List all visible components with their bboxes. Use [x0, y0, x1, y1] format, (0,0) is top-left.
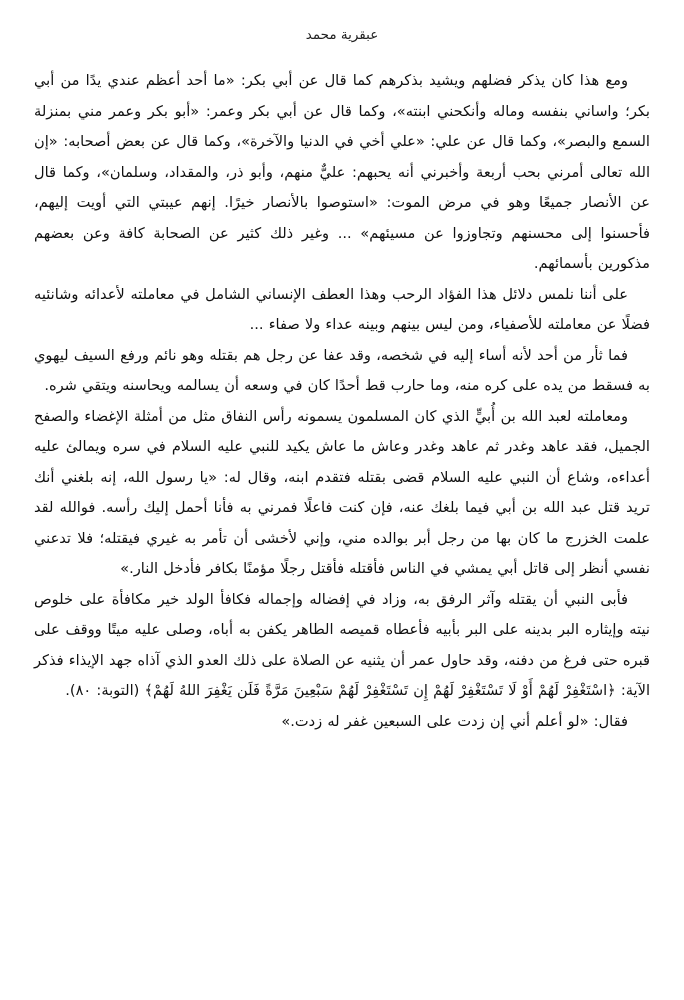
paragraph-companions-praise: ومع هذا كان يذكر فضلهم ويشيد بذكرهم كما قال عن أبي بكر: «ما أحد أعظم عندي يدًا من أبي بكر؛ واساني بنفسه وماله وأنكحني ابنته»، وكما قال عن أبي بكر وعمر: «أبو بكر وعمر مني بمنزلة السمع والبصر»، وكما قال عن علي: «علي أخي في الدنيا والآخرة»، وكما قال عن بعض أصحابه: «إن الله تعالى أمرني بحب أربعة وأخبرني أنه يحبهم: عليٌّ منهم، وأبو ذر، والمقداد، وسلمان»، وكما قال عن الأنصار جميعًا وهو في مرض الموت: «استوصوا بالأنصار خيرًا. إنهم عيبتي التي أويت إليهم، فأحسنوا إلى محسنهم وتجاوزوا عن مسيئهم» ... وغير ذلك كثير عن الصحابة كافة وعن بعضهم مذكورين بأسمائهم. [34, 72, 650, 272]
paragraph-prophet-said: فقال: «لو أعلم أني إن زدت على السبعين غفر له زدت.» [281, 712, 628, 730]
paragraph-prophet-refused: فأبى النبي أن يقتله وآثر الرفق به، وزاد في إفضاله وإجماله فكافأ الولد خير مكافأة على خلوص نيته وإيثاره البر بدينه على البر بأبيه فأعطاه قميصه الطاهر يكفن به أباه، وصلى عليه ميتًا ووقف على قبره حتى فرغ من دفنه، وقد حاول عمر أن يثنيه عن الصلاة على ذلك العدو الذي آذاه جهد الإيذاء فذكر الآية: ﴿اسْتَغْفِرْ لَهُمْ أَوْ لَا تَسْتَغْفِرْ لَهُمْ إِن تَسْتَغْفِرْ لَهُمْ سَبْعِينَ مَرَّةً فَلَن يَغْفِرَ اللهُ لَهُمْ﴾ (التوبة: ٨٠). [34, 590, 650, 699]
body-text [34, 66, 650, 737]
paragraph-abdullah-ibn-ubayy: ومعاملته لعبد الله بن أُبيٍّ الذي كان المسلمون يسمونه رأس النفاق مثل من أمثلة الإغضاء والصفح الجميل، فقد عاهد وغدر ثم عاهد وغدر وعاش ما عاش يكيد للنبي عليه السلام في سره ويمالئ عليه أعداءه، وشاع أن النبي عليه السلام قضى بقتله فتقدم ابنه، وقال له: «يا رسول الله، إنه بلغني أنك تريد قتل عبد الله بن أبي فيما بلغك عنه، فإن كنت فاعلًا فمرني به فأنا أحمل إليك رأسه. فوالله لقد علمت الخزرج ما كان بها من رجل أبر بوالده مني، وإني لأخشى أن تأمر به غيري فيقتله؛ فلا تدعني نفسي أنظر إلى قاتل أبي يمشي في الناس فأقتله فأقتل رجلًا مؤمنًا بكافر فأدخل النار.» [34, 407, 650, 577]
paragraph-never-avenged: فما ثأر من أحد لأنه أساء إليه في شخصه، وقد عفا عن رجل هم بقتله وهو نائم ورفع السيف ليهوي به فسقط من يده على كره منه، وما حارب قط أحدًا كان في وسعه أن يسالمه ويحاسنه ويتقي شره. [34, 346, 650, 394]
paragraph-compassion-enemies: على أننا نلمس دلائل هذا الفؤاد الرحب وهذا العطف الإنساني الشامل في معاملته لأعدائه وشانئيه فضلًا عن معاملته للأصفياء، ومن ليس بينهم وبينه عداء ولا صفاء ... [34, 285, 650, 333]
running-header: عبقرية محمد [305, 27, 379, 43]
